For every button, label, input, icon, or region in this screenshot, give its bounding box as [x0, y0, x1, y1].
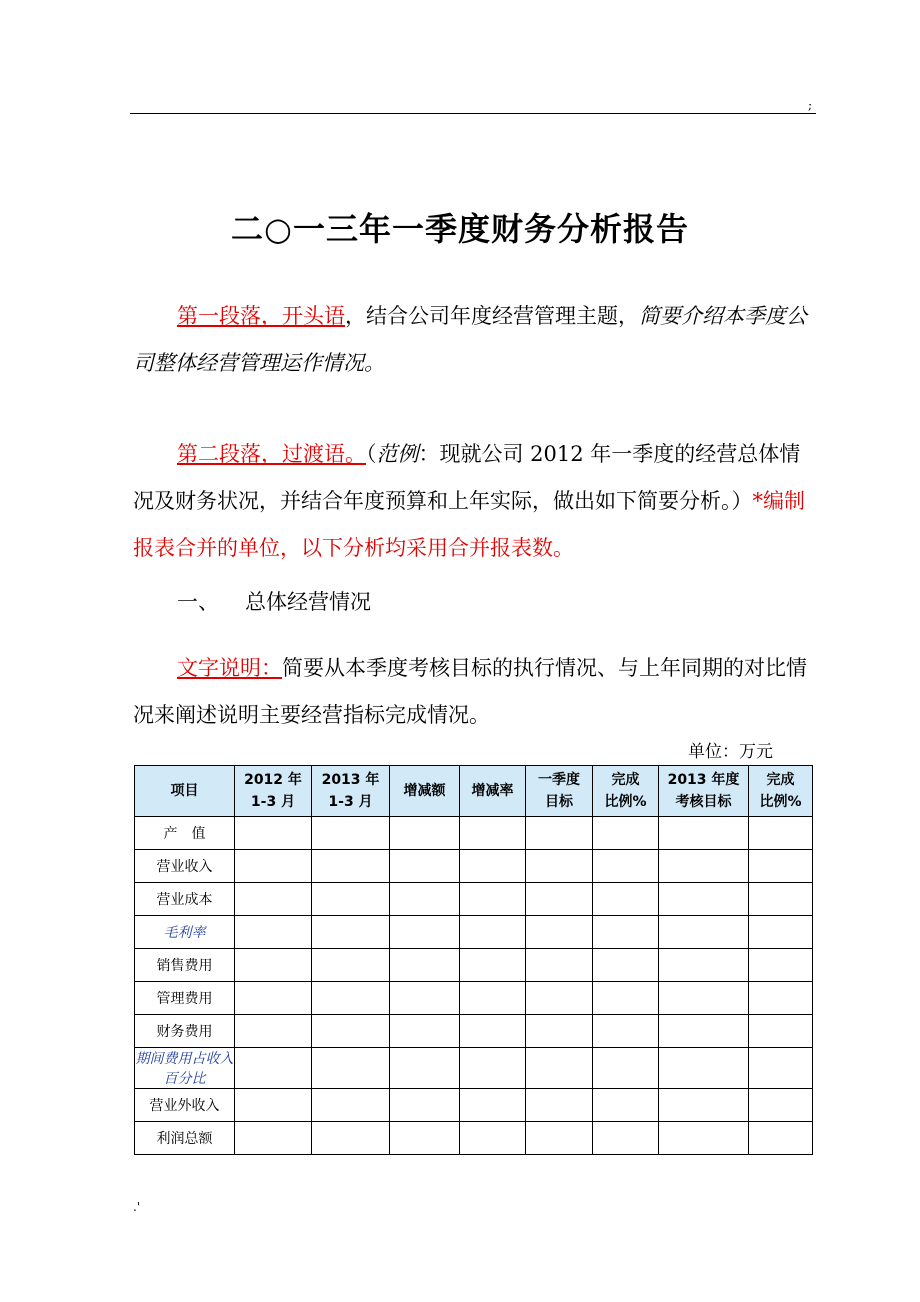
table-cell: [526, 883, 593, 916]
table-header-cell: [526, 766, 593, 817]
table-cell: [526, 1122, 593, 1155]
table-row: [135, 1089, 813, 1122]
table-row: [135, 817, 813, 850]
table-cell: [235, 1048, 312, 1089]
table-cell: [749, 949, 813, 982]
footer-mark: .': [133, 1200, 141, 1214]
table-cell: [659, 949, 749, 982]
table-cell: [312, 1089, 390, 1122]
table-cell: [593, 850, 659, 883]
row-label: 产 值: [135, 817, 235, 850]
table-cell: [593, 949, 659, 982]
table-cell: [526, 916, 593, 949]
table-cell: [235, 949, 312, 982]
table-header-line: 考核目标: [675, 794, 732, 810]
table-cell: [390, 1089, 460, 1122]
table-cell: [526, 1089, 593, 1122]
table-header-row: [135, 766, 813, 817]
table-cell: [749, 1015, 813, 1048]
table-header-line: 2013 年度: [667, 772, 740, 788]
table-cell: [390, 1015, 460, 1048]
table-header-line: 1-3 月: [328, 794, 373, 810]
table-cell: [460, 1089, 526, 1122]
transition-open: （: [366, 442, 377, 466]
table-header-line: 一季度: [538, 772, 580, 788]
table-cell: [659, 883, 749, 916]
table-cell: [460, 817, 526, 850]
table-body: [135, 817, 813, 1155]
table-cell: [593, 1048, 659, 1089]
row-label: 毛利率: [135, 916, 235, 949]
table-cell: [593, 817, 659, 850]
row-label: 营业外收入: [135, 1089, 235, 1122]
table-cell: [235, 982, 312, 1015]
table-header-line: 1-3 月: [250, 794, 296, 810]
header-mark: ;: [808, 98, 813, 112]
table-cell: [312, 883, 390, 916]
table-row: [135, 916, 813, 949]
table-row: [135, 982, 813, 1015]
table-cell: [593, 1089, 659, 1122]
transition-text: ：现就公司 2012 年一季度的经营总体情况及财务状况，并结合年度预算和上年实际，做出如下简要分析。）: [133, 442, 801, 513]
table-cell: [460, 850, 526, 883]
table-cell: [390, 850, 460, 883]
table-cell: [312, 982, 390, 1015]
table-cell: [235, 916, 312, 949]
table-header-cell: [593, 766, 659, 817]
table-cell: [749, 982, 813, 1015]
opening-label: 第一段落，开头语: [177, 304, 345, 328]
table-header-line: 增减率: [471, 783, 514, 799]
table-cell: [390, 817, 460, 850]
table-header-cell: [235, 766, 312, 817]
table-header-line: 完成: [766, 772, 795, 788]
opening-italic: 简要介绍本季度公司整体经营管理运作情况。: [133, 304, 807, 375]
table-cell: [593, 916, 659, 949]
table-header-cell: [390, 766, 460, 817]
table-cell: [593, 1122, 659, 1155]
section-heading: [177, 586, 371, 616]
table-cell: [460, 1015, 526, 1048]
table-cell: [312, 817, 390, 850]
table-cell: [749, 850, 813, 883]
paragraph-description: [133, 645, 813, 739]
header-rule: [130, 113, 816, 114]
table-cell: [390, 1122, 460, 1155]
table-header-line: 2013 年: [321, 772, 380, 788]
table-header-line: 比例%: [759, 794, 802, 810]
table-header-line: 增减额: [403, 783, 446, 799]
table-cell: [312, 916, 390, 949]
table-cell: [659, 850, 749, 883]
table-cell: [659, 1048, 749, 1089]
table-cell: [526, 817, 593, 850]
table-cell: [526, 949, 593, 982]
table-cell: [390, 1048, 460, 1089]
table-header-line: 比例%: [604, 794, 647, 810]
table-header-cell: [312, 766, 390, 817]
table-header-cell: [460, 766, 526, 817]
table-cell: [593, 883, 659, 916]
table-cell: [526, 1048, 593, 1089]
table-cell: [235, 817, 312, 850]
row-label: 营业收入: [135, 850, 235, 883]
table-cell: [593, 1015, 659, 1048]
table-row: [135, 1048, 813, 1089]
table-row: [135, 850, 813, 883]
table-cell: [460, 1048, 526, 1089]
table-cell: [749, 817, 813, 850]
description-text: 简要从本季度考核目标的执行情况、与上年同期的对比情况来阐述说明主要经营指标完成情况。: [133, 656, 807, 727]
table-cell: [526, 982, 593, 1015]
table-cell: [460, 982, 526, 1015]
table-cell: [749, 916, 813, 949]
table-cell: [659, 1122, 749, 1155]
financial-summary-table: [134, 765, 813, 1155]
table-cell: [526, 850, 593, 883]
table-header-line: 2012 年: [244, 772, 302, 788]
table-cell: [390, 883, 460, 916]
table-header-cell: [659, 766, 749, 817]
table-cell: [390, 949, 460, 982]
row-label: 销售费用: [135, 949, 235, 982]
table-cell: [659, 916, 749, 949]
table-row: [135, 949, 813, 982]
table-cell: [460, 1122, 526, 1155]
paragraph-opening: [133, 293, 813, 387]
table-header-cell: [135, 766, 235, 817]
table-cell: [749, 1122, 813, 1155]
table-cell: [312, 1048, 390, 1089]
table-cell: [312, 949, 390, 982]
row-label: 财务费用: [135, 1015, 235, 1048]
table-cell: [235, 1122, 312, 1155]
table-cell: [460, 916, 526, 949]
table-header-line: 项目: [170, 783, 199, 799]
table-cell: [659, 982, 749, 1015]
table-cell: [390, 916, 460, 949]
table-cell: [235, 1089, 312, 1122]
table-header-cell: [749, 766, 813, 817]
transition-note: *编制报表合并的单位，以下分析均采用合并报表数。: [133, 489, 805, 560]
table-cell: [235, 883, 312, 916]
table-cell: [312, 1122, 390, 1155]
table-cell: [749, 1048, 813, 1089]
paragraph-transition: [133, 431, 813, 572]
table-cell: [312, 1015, 390, 1048]
description-label: 文字说明：: [177, 656, 282, 680]
table-cell: [460, 883, 526, 916]
table-cell: [659, 1015, 749, 1048]
table-cell: [749, 1089, 813, 1122]
section-number: 一、: [177, 590, 219, 614]
transition-example: 范例: [376, 442, 419, 466]
table-cell: [460, 949, 526, 982]
opening-text: ，结合公司年度经营管理主题，: [345, 304, 639, 328]
table-cell: [390, 982, 460, 1015]
table-cell: [593, 982, 659, 1015]
row-label: 管理费用: [135, 982, 235, 1015]
table-cell: [659, 817, 749, 850]
table-cell: [526, 1015, 593, 1048]
unit-label: 单位：万元: [688, 742, 773, 762]
table-cell: [235, 850, 312, 883]
table-cell: [749, 883, 813, 916]
row-label: 利润总额: [135, 1122, 235, 1155]
table-row: [135, 1015, 813, 1048]
table-cell: [312, 850, 390, 883]
table-header-line: 目标: [545, 794, 573, 810]
table-cell: [659, 1089, 749, 1122]
page-title: 二○一三年一季度财务分析报告: [231, 210, 689, 248]
table-row: [135, 1122, 813, 1155]
section-title: 总体经营情况: [245, 590, 371, 614]
row-label: 期间费用占收入百分比: [135, 1048, 235, 1089]
row-label: 营业成本: [135, 883, 235, 916]
transition-label: 第二段落，过渡语。: [177, 442, 366, 466]
table-header-line: 完成: [611, 772, 640, 788]
table-row: [135, 883, 813, 916]
table-cell: [235, 1015, 312, 1048]
